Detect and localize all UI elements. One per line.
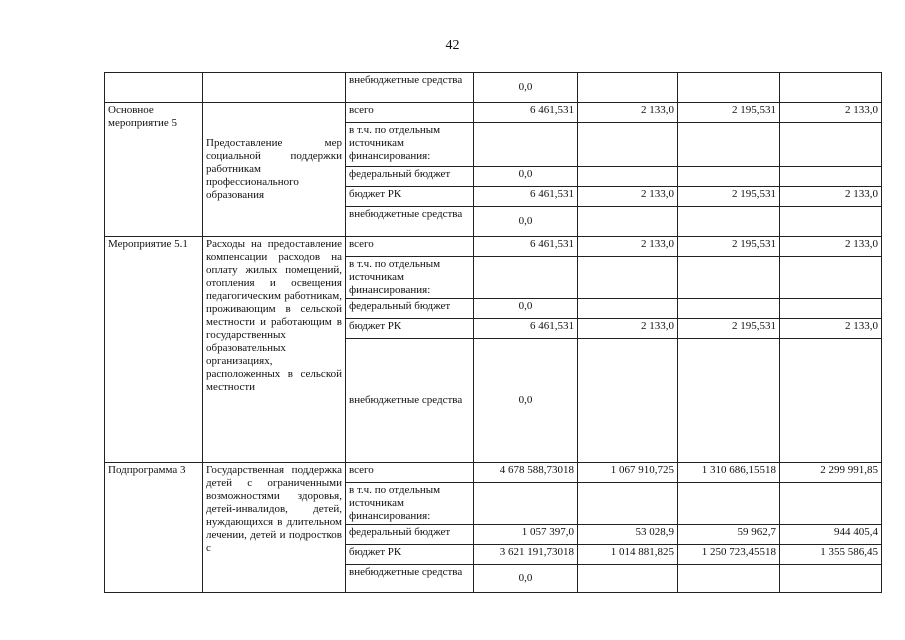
source-cell: всего <box>346 463 474 483</box>
value-cell: 2 133,0 <box>780 319 882 339</box>
source-cell: бюджет РК <box>346 545 474 565</box>
name-cell <box>105 73 203 103</box>
value-cell: 2 195,531 <box>678 187 780 207</box>
value-cell: 2 133,0 <box>578 237 678 257</box>
value-cell: 6 461,531 <box>474 319 578 339</box>
page-number: 42 <box>445 38 460 53</box>
source-cell: федеральный бюджет <box>346 525 474 545</box>
value-cell: 0,0 <box>474 167 578 187</box>
value-cell <box>578 299 678 319</box>
source-cell: в т.ч. по отдельным источникам финансирования: <box>346 483 474 525</box>
value-cell: 4 678 588,73018 <box>474 463 578 483</box>
value-cell: 1 057 397,0 <box>474 525 578 545</box>
source-cell: внебюджетные средства <box>346 565 474 593</box>
item-name: Основное мероприятие 5 <box>105 103 203 237</box>
budget-table <box>104 72 882 593</box>
value-cell <box>780 483 882 525</box>
value-cell: 1 250 723,45518 <box>678 545 780 565</box>
source-cell: внебюджетные средства <box>346 207 474 237</box>
value-cell: 2 195,531 <box>678 319 780 339</box>
value-cell: 0,0 <box>474 207 578 237</box>
value-cell <box>474 123 578 167</box>
value-cell <box>678 257 780 299</box>
value-cell: 2 195,531 <box>678 237 780 257</box>
item-description: Предоставление мер социальной поддержки работникам профессионального образования <box>203 103 346 237</box>
value-cell <box>780 339 882 463</box>
table-row <box>105 237 882 257</box>
value-cell: 2 299 991,85 <box>780 463 882 483</box>
value-cell <box>578 207 678 237</box>
item-description: Государственная поддержка детей с ограниченными возможностями здоровья, детей-инвалидов, детей, нуждающихся в длительном лечении, детей и подростков с <box>203 463 346 593</box>
value-cell <box>780 257 882 299</box>
value-cell: 1 355 586,45 <box>780 545 882 565</box>
source-cell: федеральный бюджет <box>346 167 474 187</box>
value-cell <box>578 257 678 299</box>
value-cell: 1 310 686,15518 <box>678 463 780 483</box>
value-cell <box>678 339 780 463</box>
value-cell: 6 461,531 <box>474 237 578 257</box>
value-cell: 2 133,0 <box>578 187 678 207</box>
source-cell: внебюджетные средства <box>346 73 474 103</box>
value-cell <box>578 73 678 103</box>
item-description: Расходы на предоставление компенсации расходов на оплату жилых помещений, отопления и освещения педагогическим работникам, проживающим в сельской местности и работающим в государственных образовательных организациях, расположенных в сельской местности <box>203 237 346 463</box>
value-cell <box>780 123 882 167</box>
value-cell: 0,0 <box>474 565 578 593</box>
value-cell <box>678 167 780 187</box>
source-cell: внебюджетные средства <box>346 339 474 463</box>
value-cell: 2 133,0 <box>578 103 678 123</box>
value-cell <box>780 73 882 103</box>
value-cell: 1 014 881,825 <box>578 545 678 565</box>
value-cell: 2 133,0 <box>780 187 882 207</box>
value-cell <box>678 207 780 237</box>
source-cell: бюджет РК <box>346 187 474 207</box>
value-cell: 1 067 910,725 <box>578 463 678 483</box>
value-cell: 2 133,0 <box>780 103 882 123</box>
table-row <box>105 103 882 123</box>
table-row <box>105 73 882 103</box>
source-cell: федеральный бюджет <box>346 299 474 319</box>
value-cell <box>678 123 780 167</box>
value-cell <box>780 565 882 593</box>
value-cell <box>578 123 678 167</box>
value-cell: 2 195,531 <box>678 103 780 123</box>
value-cell: 0,0 <box>474 299 578 319</box>
value-cell: 3 621 191,73018 <box>474 545 578 565</box>
value-cell <box>678 565 780 593</box>
source-cell: в т.ч. по отдельным источникам финансирования: <box>346 123 474 167</box>
value-cell <box>780 299 882 319</box>
value-cell: 0,0 <box>474 339 578 463</box>
value-cell: 2 133,0 <box>780 237 882 257</box>
desc-cell <box>203 73 346 103</box>
value-cell: 2 133,0 <box>578 319 678 339</box>
value-cell <box>578 483 678 525</box>
item-name: Подпрограмма 3 <box>105 463 203 593</box>
source-cell: всего <box>346 103 474 123</box>
value-cell: 53 028,9 <box>578 525 678 545</box>
table-row <box>105 463 882 483</box>
value-cell <box>780 167 882 187</box>
value-cell <box>578 167 678 187</box>
value-cell <box>678 483 780 525</box>
value-cell: 6 461,531 <box>474 103 578 123</box>
value-cell <box>474 257 578 299</box>
value-cell: 6 461,531 <box>474 187 578 207</box>
value-cell: 944 405,4 <box>780 525 882 545</box>
item-name: Мероприятие 5.1 <box>105 237 203 463</box>
value-cell <box>678 299 780 319</box>
source-cell: всего <box>346 237 474 257</box>
value-cell: 59 962,7 <box>678 525 780 545</box>
value-cell <box>474 483 578 525</box>
value-cell <box>578 565 678 593</box>
source-cell: бюджет РК <box>346 319 474 339</box>
value-cell <box>578 339 678 463</box>
value-cell: 0,0 <box>474 73 578 103</box>
value-cell <box>678 73 780 103</box>
source-cell: в т.ч. по отдельным источникам финансирования: <box>346 257 474 299</box>
value-cell <box>780 207 882 237</box>
